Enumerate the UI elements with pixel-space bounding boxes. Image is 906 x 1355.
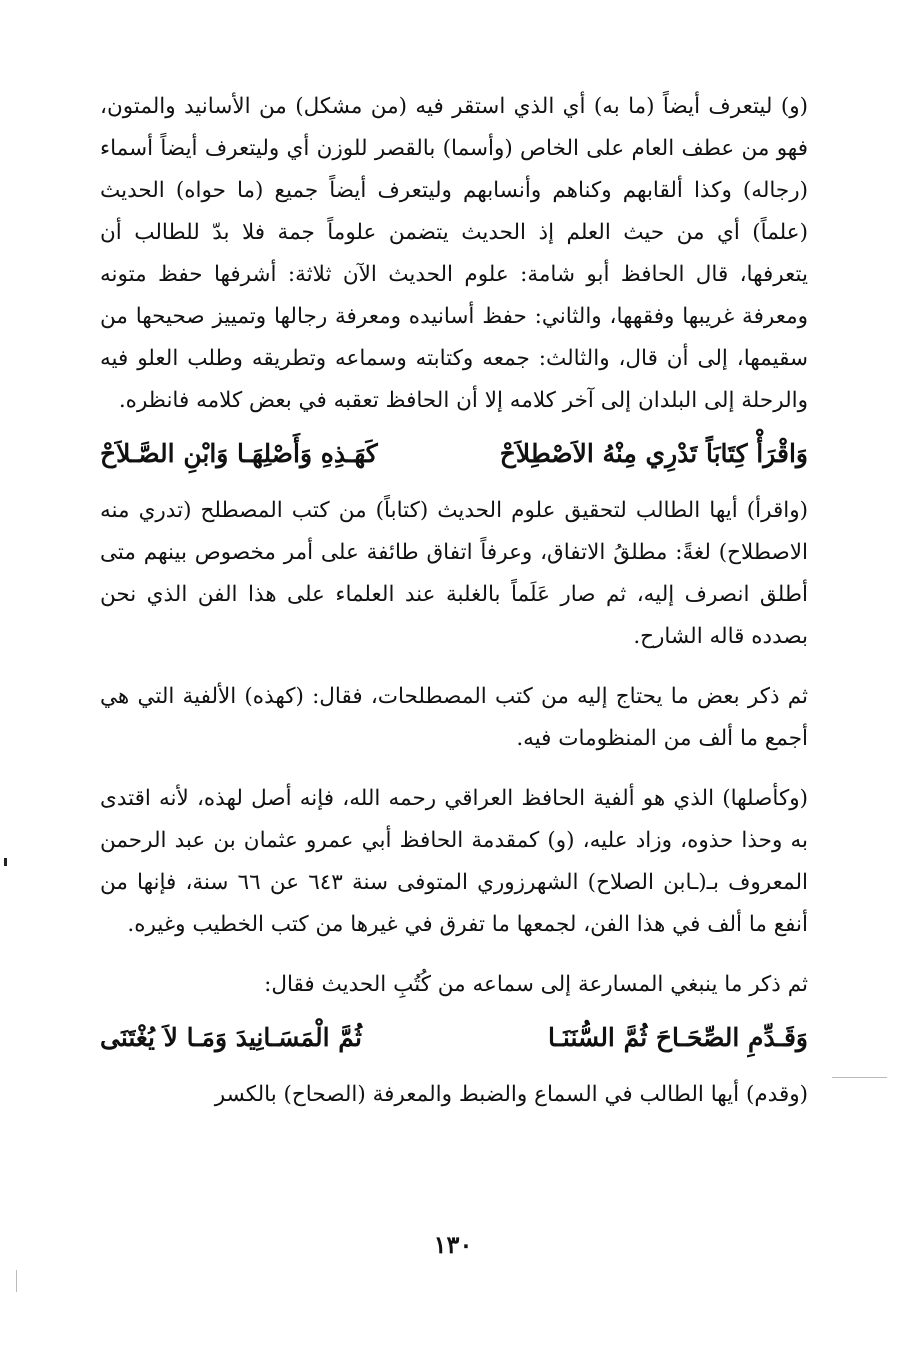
- scan-artifact-dash: [832, 1077, 887, 1078]
- verse-2-second-hemistich: ثُمَّ الْمَسَـانِيدَ وَمَـا لاَ يُغْتَنَى: [100, 1023, 362, 1052]
- verse-2: [100, 1016, 808, 1060]
- scan-artifact-dot: [4, 858, 7, 866]
- paragraph-1: (و) ليتعرف أيضاً (ما به) أي الذي استقر فيه (من مشكل) من الأسانيد والمتون، فهو من عطف العام على الخاص (وأسما) بالقصر للوزن أي وليتعرف أيضاً أسماء (رجاله) وكذا ألقابهم وكناهم وأنسابهم وليتعرف أيضاً جميع (ما حواه) الحديث (علماً) أي من حيث العلم إذ الحديث يتضمن علوماً جمة فلا بدّ للطالب أن يتعرفها، قال الحافظ أبو شامة: علوم الحديث الآن ثلاثة: أشرفها حفظ متونه ومعرفة غريبها وفقهها، والثاني: حفظ أسانيده ومعرفة رجالها وتمييز صحيحها من سقيمها، إلى أن قال، والثالث: جمعه وكتابته وسماعه وتطريقه وطلب العلو فيه والرحلة إلى البلدان إلى آخر كلامه إلا أن الحافظ تعقبه في بعض كلامه فانظره.: [100, 94, 808, 413]
- paragraph-3: ثم ذكر بعض ما يحتاج إليه من كتب المصطلحات، فقال: (كهذه) الألفية التي هي أجمع ما ألف من المنظومات فيه.: [100, 684, 808, 751]
- paragraph-5: ثم ذكر ما ينبغي المسارعة إلى سماعه من كُتُبِ الحديث فقال:: [264, 972, 808, 997]
- paragraph-6: (وقدم) أيها الطالب في السماع والضبط والمعرفة (الصحاح) بالكسر: [214, 1082, 808, 1107]
- paragraph-2: (واقرأ) أيها الطالب لتحقيق علوم الحديث (كتاباً) من كتب المصطلح (تدري منه الاصطلاح) لغةً: مطلقُ الاتفاق، وعرفاً اتفاق طائفة على أمر مخصوص بينهم متى أطلق انصرف إليه، ثم صار عَلَماً بالغلبة عند العلماء على هذا الفن الذي نحن بصدده قاله الشارح.: [100, 498, 808, 649]
- verse-1: [100, 432, 808, 476]
- page-number: ١٣٠: [433, 1230, 473, 1259]
- verse-2-first-hemistich: وَقَـدِّمِ الصِّحَـاحَ ثُمَّ السُّنَنَـا: [547, 1023, 808, 1052]
- paragraph-4: (وكأصلها) الذي هو ألفية الحافظ العراقي رحمه الله، فإنه أصل لهذه، لأنه اقتدى به وحذا حذوه، وزاد عليه، (و) كمقدمة الحافظ أبي عمرو عثمان بن عبد الرحمن المعروف بـ(ـابن الصلاح) الشهرزوري المتوفى سنة ٦٤٣ عن ٦٦ سنة، فإنها من أنفع ما ألف في هذا الفن، لجمعها ما تفرق في غيرها من كتب الخطيب وغيره.: [100, 786, 808, 937]
- scan-artifact-line: [16, 1270, 17, 1292]
- verse-1-second-hemistich: كَهَـذِهِ وَأَصْلِهَـا وَابْنِ الصَّـلاَحْ: [100, 439, 378, 468]
- document-page: [100, 86, 808, 1116]
- verse-1-first-hemistich: وَاقْرَأْ كِتَابَاً تَدْرِي مِنْهُ الاَصْطِلاَحْ: [499, 439, 808, 468]
